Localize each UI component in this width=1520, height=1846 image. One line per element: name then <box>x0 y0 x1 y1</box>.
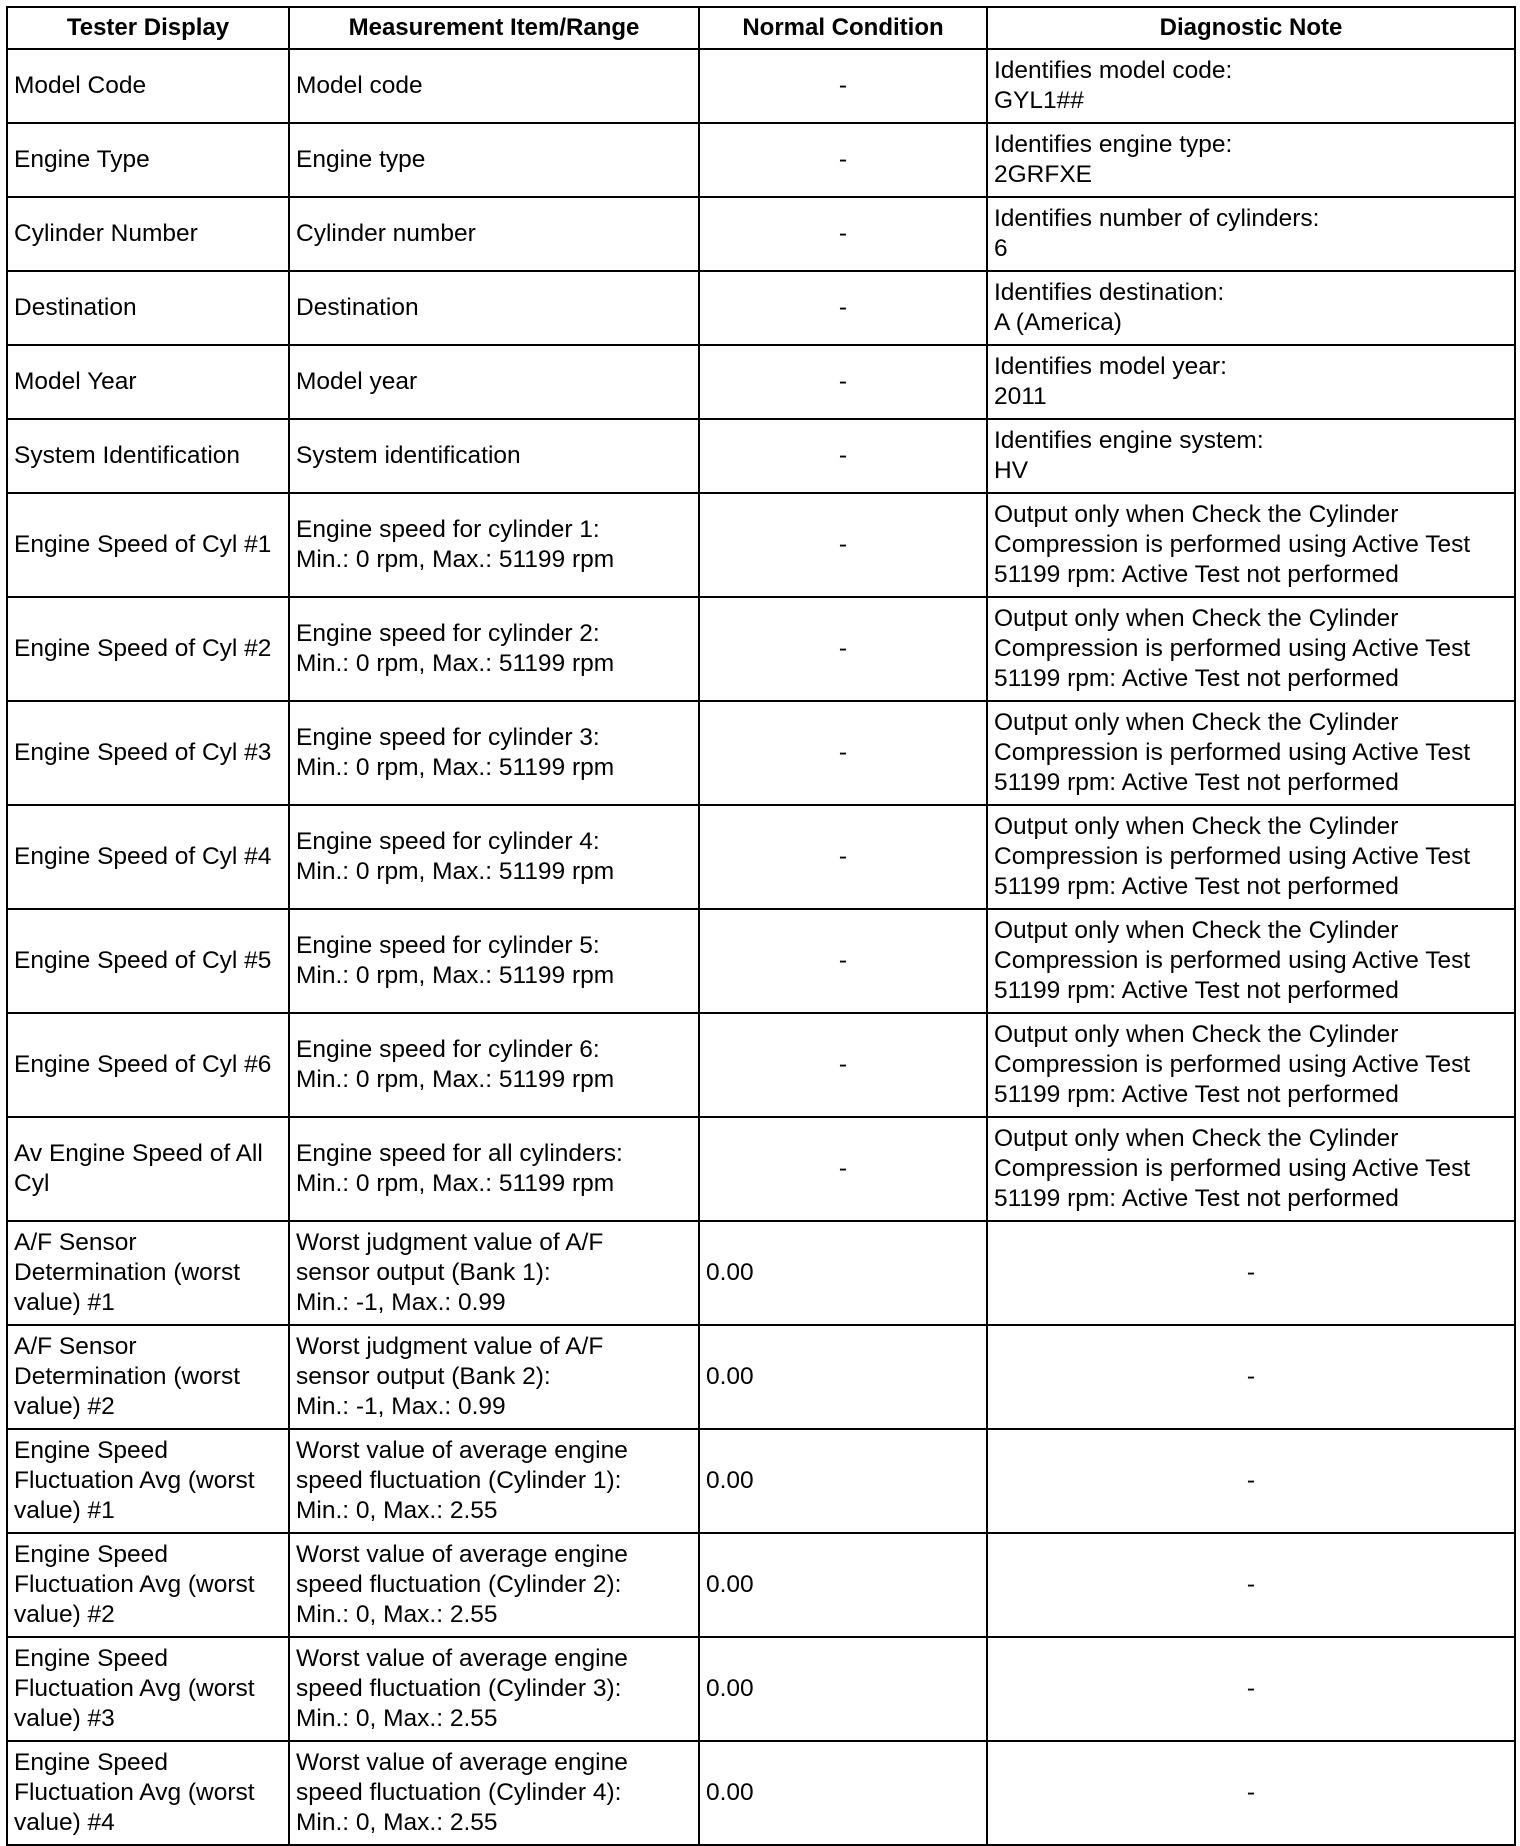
measurement-item-cell <box>289 597 699 701</box>
measurement-item-cell <box>289 1325 699 1429</box>
diagnostic-note-cell <box>987 1013 1515 1117</box>
normal-condition-cell: - <box>699 419 987 493</box>
table-row <box>7 123 1515 197</box>
tester-display-cell <box>7 1325 289 1429</box>
measurement-item-line: Min.: 0, Max.: 2.55 <box>296 1809 498 1836</box>
normal-condition-cell: 0.00 <box>699 1429 987 1533</box>
measurement-item-line: Engine speed for cylinder 3: <box>296 724 600 751</box>
diagnostic-note-line: Output only when Check the Cylinder <box>994 501 1399 528</box>
diagnostic-note-line: Identifies model year: <box>994 353 1227 380</box>
tester-display-line: value) #4 <box>14 1809 115 1836</box>
normal-condition-cell: 0.00 <box>699 1637 987 1741</box>
measurement-item-line: Min.: 0 rpm, Max.: 51199 rpm <box>296 962 615 989</box>
tester-display-cell <box>7 909 289 1013</box>
diagnostic-note-cell <box>987 271 1515 345</box>
measurement-item-line: Worst judgment value of A/F <box>296 1333 604 1360</box>
tester-display-line: Determination (worst <box>14 1363 241 1390</box>
diagnostic-note-line: - <box>1246 1467 1256 1494</box>
diagnostic-note-line: 51199 rpm: Active Test not performed <box>994 769 1399 796</box>
measurement-item-line: Min.: 0 rpm, Max.: 51199 rpm <box>296 1170 615 1197</box>
diagnostic-note-line: 51199 rpm: Active Test not performed <box>994 1185 1399 1212</box>
measurement-item-cell <box>289 123 699 197</box>
tester-display-cell <box>7 49 289 123</box>
tester-display-cell <box>7 597 289 701</box>
diagnostic-note-cell <box>987 597 1515 701</box>
diagnostic-note-line: Compression is performed using Active Test <box>994 531 1471 558</box>
tester-display-line: Engine Speed <box>14 1645 168 1672</box>
normal-condition-cell: - <box>699 805 987 909</box>
measurement-item-line: Model code <box>296 72 423 99</box>
measurement-item-cell <box>289 909 699 1013</box>
diagnostic-note-cell <box>987 1429 1515 1533</box>
measurement-item-line: speed fluctuation (Cylinder 4): <box>296 1779 622 1806</box>
measurement-item-line: speed fluctuation (Cylinder 3): <box>296 1675 622 1702</box>
diagnostic-note-cell <box>987 909 1515 1013</box>
header-tester-display: Tester Display <box>7 7 289 49</box>
measurement-item-line: Min.: 0, Max.: 2.55 <box>296 1705 498 1732</box>
measurement-item-line: Worst value of average engine <box>296 1749 628 1776</box>
normal-condition-cell: - <box>699 493 987 597</box>
measurement-item-cell <box>289 1117 699 1221</box>
diagnostic-note-line: Output only when Check the Cylinder <box>994 1021 1399 1048</box>
diagnostic-note-cell <box>987 805 1515 909</box>
diagnostic-note-line: Identifies model code: <box>994 57 1233 84</box>
tester-display-line: Model Code <box>14 72 147 99</box>
tester-display-line: value) #2 <box>14 1393 115 1420</box>
tester-display-line: Engine Speed of Cyl #5 <box>14 947 272 974</box>
measurement-item-line: Min.: 0 rpm, Max.: 51199 rpm <box>296 1066 615 1093</box>
measurement-item-cell <box>289 1533 699 1637</box>
diagnostic-note-line: - <box>1246 1363 1256 1390</box>
measurement-item-line: Engine speed for cylinder 5: <box>296 932 600 959</box>
measurement-item-cell <box>289 805 699 909</box>
measurement-item-line: Engine speed for cylinder 2: <box>296 620 600 647</box>
measurement-item-line: Min.: -1, Max.: 0.99 <box>296 1289 506 1316</box>
diagnostic-note-line: Compression is performed using Active Test <box>994 635 1471 662</box>
diagnostic-note-line: 51199 rpm: Active Test not performed <box>994 1081 1399 1108</box>
diagnostic-note-line: 6 <box>994 235 1008 262</box>
measurement-item-cell <box>289 49 699 123</box>
tester-display-line: Engine Speed <box>14 1437 168 1464</box>
diagnostic-note-line: Output only when Check the Cylinder <box>994 709 1399 736</box>
measurement-item-line: System identification <box>296 442 521 469</box>
tester-display-line: Fluctuation Avg (worst <box>14 1779 255 1806</box>
measurement-item-line: Worst value of average engine <box>296 1645 628 1672</box>
normal-condition-cell: 0.00 <box>699 1741 987 1845</box>
header-measurement-item: Measurement Item/Range <box>289 7 699 49</box>
tester-display-cell <box>7 345 289 419</box>
measurement-item-line: Min.: -1, Max.: 0.99 <box>296 1393 506 1420</box>
measurement-item-line: speed fluctuation (Cylinder 1): <box>296 1467 622 1494</box>
normal-condition-cell: - <box>699 909 987 1013</box>
measurement-item-line: sensor output (Bank 2): <box>296 1363 551 1390</box>
diagnostic-note-line: 51199 rpm: Active Test not performed <box>994 665 1399 692</box>
measurement-item-line: Worst judgment value of A/F <box>296 1229 604 1256</box>
table-row <box>7 597 1515 701</box>
diagnostic-note-line: Output only when Check the Cylinder <box>994 1125 1399 1152</box>
tester-display-line: Cyl <box>14 1170 50 1197</box>
diagnostic-note-cell <box>987 49 1515 123</box>
tester-display-line: Engine Speed <box>14 1541 168 1568</box>
measurement-item-line: Engine speed for all cylinders: <box>296 1140 623 1167</box>
diagnostic-note-line: Output only when Check the Cylinder <box>994 813 1399 840</box>
diagnostic-note-line: 51199 rpm: Active Test not performed <box>994 977 1399 1004</box>
tester-display-line: Destination <box>14 294 137 321</box>
data-list-table <box>6 6 1516 1846</box>
measurement-item-line: speed fluctuation (Cylinder 2): <box>296 1571 622 1598</box>
diagnostic-note-line: 51199 rpm: Active Test not performed <box>994 873 1399 900</box>
header-diagnostic-note: Diagnostic Note <box>987 7 1515 49</box>
table-header-row <box>7 7 1515 49</box>
diagnostic-note-line: Compression is performed using Active Test <box>994 739 1471 766</box>
tester-display-line: value) #1 <box>14 1289 115 1316</box>
table-row <box>7 1429 1515 1533</box>
tester-display-line: value) #1 <box>14 1497 115 1524</box>
normal-condition-cell: - <box>699 701 987 805</box>
measurement-item-cell <box>289 493 699 597</box>
table-row <box>7 909 1515 1013</box>
diagnostic-note-cell <box>987 1533 1515 1637</box>
tester-display-cell <box>7 1637 289 1741</box>
diagnostic-note-line: - <box>1246 1675 1256 1702</box>
tester-display-line: A/F Sensor <box>14 1229 137 1256</box>
measurement-item-line: Worst value of average engine <box>296 1437 628 1464</box>
table-row <box>7 805 1515 909</box>
tester-display-cell <box>7 1221 289 1325</box>
tester-display-line: value) #2 <box>14 1601 115 1628</box>
header-normal-condition: Normal Condition <box>699 7 987 49</box>
table-body <box>7 49 1515 1845</box>
tester-display-cell <box>7 1533 289 1637</box>
diagnostic-note-line: Identifies engine system: <box>994 427 1264 454</box>
diagnostic-note-cell <box>987 345 1515 419</box>
diagnostic-note-line: Compression is performed using Active Test <box>994 843 1471 870</box>
diagnostic-note-cell <box>987 1637 1515 1741</box>
tester-display-line: Fluctuation Avg (worst <box>14 1571 255 1598</box>
diagnostic-note-line: Compression is performed using Active Test <box>994 1051 1471 1078</box>
tester-display-line: Engine Speed of Cyl #1 <box>14 531 272 558</box>
table-row <box>7 493 1515 597</box>
tester-display-line: A/F Sensor <box>14 1333 137 1360</box>
diagnostic-note-cell <box>987 493 1515 597</box>
diagnostic-note-cell <box>987 1117 1515 1221</box>
measurement-item-line: Engine speed for cylinder 1: <box>296 516 600 543</box>
diagnostic-note-line: Compression is performed using Active Test <box>994 1155 1471 1182</box>
diagnostic-note-cell <box>987 1741 1515 1845</box>
tester-display-line: Determination (worst <box>14 1259 241 1286</box>
table-row <box>7 1221 1515 1325</box>
normal-condition-cell: - <box>699 1013 987 1117</box>
measurement-item-line: Min.: 0, Max.: 2.55 <box>296 1601 498 1628</box>
diagnostic-note-line: HV <box>994 457 1029 484</box>
measurement-item-cell <box>289 1221 699 1325</box>
tester-display-line: Cylinder Number <box>14 220 198 247</box>
diagnostic-note-line: - <box>1246 1779 1256 1806</box>
diagnostic-note-line: GYL1## <box>994 87 1084 114</box>
normal-condition-cell: - <box>699 345 987 419</box>
measurement-item-line: Min.: 0 rpm, Max.: 51199 rpm <box>296 858 615 885</box>
normal-condition-cell: 0.00 <box>699 1325 987 1429</box>
tester-display-cell <box>7 805 289 909</box>
measurement-item-line: Destination <box>296 294 419 321</box>
diagnostic-note-cell <box>987 1325 1515 1429</box>
tester-display-line: Fluctuation Avg (worst <box>14 1467 255 1494</box>
diagnostic-note-cell <box>987 419 1515 493</box>
tester-display-cell <box>7 419 289 493</box>
table-row <box>7 419 1515 493</box>
normal-condition-cell: 0.00 <box>699 1533 987 1637</box>
normal-condition-cell: - <box>699 123 987 197</box>
measurement-item-line: Min.: 0 rpm, Max.: 51199 rpm <box>296 754 615 781</box>
tester-display-line: Model Year <box>14 368 137 395</box>
measurement-item-cell <box>289 197 699 271</box>
diagnostic-note-cell <box>987 123 1515 197</box>
table-row <box>7 1741 1515 1845</box>
table-row <box>7 701 1515 805</box>
table-row <box>7 1013 1515 1117</box>
measurement-item-line: sensor output (Bank 1): <box>296 1259 551 1286</box>
tester-display-cell <box>7 123 289 197</box>
table-row <box>7 49 1515 123</box>
normal-condition-cell: - <box>699 597 987 701</box>
diagnostic-note-line: A (America) <box>994 309 1122 336</box>
table-row <box>7 1533 1515 1637</box>
diagnostic-note-cell <box>987 1221 1515 1325</box>
measurement-item-cell <box>289 345 699 419</box>
tester-display-cell <box>7 701 289 805</box>
normal-condition-cell: - <box>699 197 987 271</box>
tester-display-cell <box>7 1741 289 1845</box>
diagnostic-note-line: Compression is performed using Active Test <box>994 947 1471 974</box>
measurement-item-line: Min.: 0 rpm, Max.: 51199 rpm <box>296 546 615 573</box>
measurement-item-line: Engine speed for cylinder 4: <box>296 828 600 855</box>
diagnostic-note-line: 51199 rpm: Active Test not performed <box>994 561 1399 588</box>
table-row <box>7 271 1515 345</box>
tester-display-line: Engine Speed of Cyl #3 <box>14 739 272 766</box>
diagnostic-note-cell <box>987 197 1515 271</box>
tester-display-line: Engine Speed of Cyl #4 <box>14 843 272 870</box>
diagnostic-note-line: Identifies destination: <box>994 279 1225 306</box>
tester-display-cell <box>7 493 289 597</box>
normal-condition-cell: - <box>699 271 987 345</box>
tester-display-cell <box>7 1429 289 1533</box>
measurement-item-cell <box>289 1637 699 1741</box>
measurement-item-cell <box>289 701 699 805</box>
normal-condition-cell: - <box>699 49 987 123</box>
measurement-item-cell <box>289 1013 699 1117</box>
diagnostic-note-line: 2GRFXE <box>994 161 1093 188</box>
diagnostic-note-line: Output only when Check the Cylinder <box>994 917 1399 944</box>
measurement-item-line: Min.: 0 rpm, Max.: 51199 rpm <box>296 650 615 677</box>
table-row <box>7 1325 1515 1429</box>
normal-condition-cell: 0.00 <box>699 1221 987 1325</box>
measurement-item-line: Worst value of average engine <box>296 1541 628 1568</box>
table-row <box>7 345 1515 419</box>
measurement-item-line: Model year <box>296 368 418 395</box>
tester-display-cell <box>7 1117 289 1221</box>
tester-display-cell <box>7 1013 289 1117</box>
measurement-item-line: Engine type <box>296 146 426 173</box>
tester-display-line: Engine Speed <box>14 1749 168 1776</box>
measurement-item-cell <box>289 1741 699 1845</box>
diagnostic-note-line: Output only when Check the Cylinder <box>994 605 1399 632</box>
tester-display-line: value) #3 <box>14 1705 115 1732</box>
table-row <box>7 1637 1515 1741</box>
measurement-item-line: Engine speed for cylinder 6: <box>296 1036 600 1063</box>
table-row <box>7 1117 1515 1221</box>
measurement-item-cell <box>289 1429 699 1533</box>
tester-display-line: Av Engine Speed of All <box>14 1140 263 1167</box>
tester-display-line: Engine Speed of Cyl #2 <box>14 635 272 662</box>
table-row <box>7 197 1515 271</box>
diagnostic-note-line: 2011 <box>994 383 1047 410</box>
measurement-item-cell <box>289 271 699 345</box>
tester-display-line: Engine Speed of Cyl #6 <box>14 1051 272 1078</box>
tester-display-line: Engine Type <box>14 146 150 173</box>
tester-display-cell <box>7 197 289 271</box>
measurement-item-line: Cylinder number <box>296 220 476 247</box>
diagnostic-note-line: Identifies number of cylinders: <box>994 205 1320 232</box>
tester-display-cell <box>7 271 289 345</box>
tester-display-line: System Identification <box>14 442 241 469</box>
diagnostic-note-cell <box>987 701 1515 805</box>
tester-display-line: Fluctuation Avg (worst <box>14 1675 255 1702</box>
measurement-item-line: Min.: 0, Max.: 2.55 <box>296 1497 498 1524</box>
diagnostic-note-line: - <box>1246 1571 1256 1598</box>
measurement-item-cell <box>289 419 699 493</box>
normal-condition-cell: - <box>699 1117 987 1221</box>
diagnostic-note-line: Identifies engine type: <box>994 131 1233 158</box>
diagnostic-note-line: - <box>1246 1259 1256 1286</box>
